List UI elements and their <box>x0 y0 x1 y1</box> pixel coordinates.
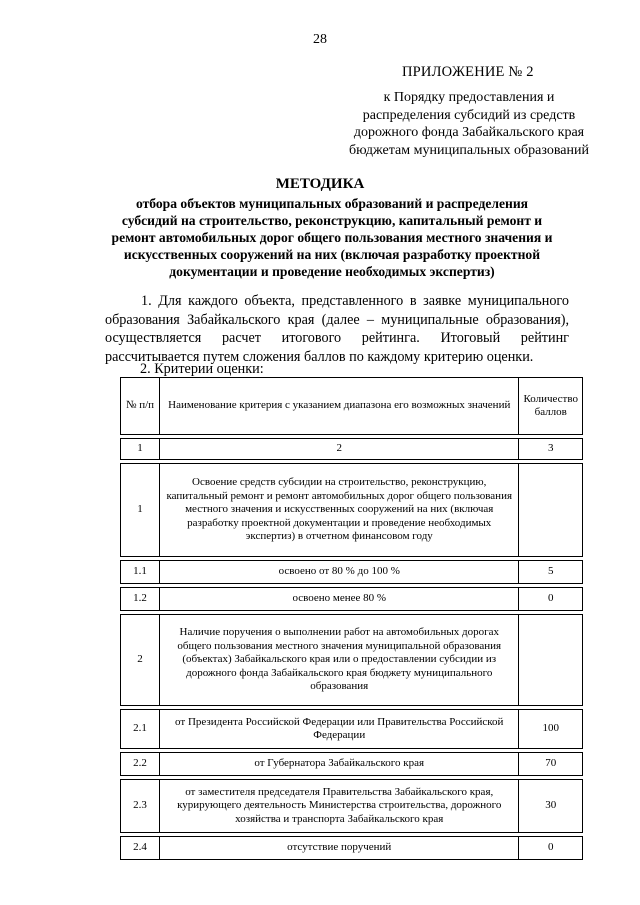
row-num: 2.4 <box>121 837 160 860</box>
row-num: 1.2 <box>121 588 160 611</box>
row-name: от заместителя председателя Правительства Забайкальского края, курирующего деятельность Министерства строительства, дорожного хозяйства и транспорта Забайкальского края <box>160 780 519 833</box>
header-num: № п/п <box>121 378 160 435</box>
row-name: от Губернатора Забайкальского края <box>160 753 519 776</box>
table-row <box>121 837 583 860</box>
row-points: 30 <box>519 780 583 833</box>
col-number-1: 1 <box>121 439 160 460</box>
table-row <box>121 710 583 749</box>
row-num: 1 <box>121 464 160 557</box>
appendix-subtitle: к Порядку предоставления и распределения субсидий из средств дорожного фонда Забайкальского края бюджетам муниципальных образований <box>349 90 589 158</box>
row-num: 2.3 <box>121 780 160 833</box>
row-points <box>519 615 583 706</box>
col-number-2: 2 <box>160 439 519 460</box>
row-name: от Президента Российской Федерации или Правительства Российской Федерации <box>160 710 519 749</box>
row-name: Освоение средств субсидии на строительство, реконструкцию, капитальный ремонт и ремонт автомобильных дорог общего пользования местного значения и искусственных сооружений на них (включая разработку проектной документации и проведение необходимых экспертиз) в отчетном финансовом году <box>160 464 519 557</box>
row-points <box>519 464 583 557</box>
col-number-3: 3 <box>519 439 583 460</box>
table-row <box>121 561 583 584</box>
row-points: 70 <box>519 753 583 776</box>
method-title: МЕТОДИКА <box>275 176 365 192</box>
row-name: освоено менее 80 % <box>160 588 519 611</box>
row-name: Наличие поручения о выполнении работ на автомобильных дорогах общего пользования местного значения муниципальной образования (объектах) Забайкальского края или о предоставлении субсидии из дорожного фонда Забайкальского края бюджету муниципального образования <box>160 615 519 706</box>
row-name: освоено от 80 % до 100 % <box>160 561 519 584</box>
row-name: отсутствие поручений <box>160 837 519 860</box>
method-subtitle: отбора объектов муниципальных образований и распределения субсидий на строительство, реконструкцию, капитальный ремонт и ремонт автомобильных дорог общего пользования местного значения и искусственных сооружений на них (включая разработку проектной документации и проведение необходимых экспертиз) <box>111 196 553 279</box>
row-num: 2.2 <box>121 753 160 776</box>
row-num: 2 <box>121 615 160 706</box>
table-header-row <box>121 378 583 435</box>
row-points: 5 <box>519 561 583 584</box>
row-num: 2.1 <box>121 710 160 749</box>
table-row <box>121 780 583 833</box>
row-points: 100 <box>519 710 583 749</box>
paragraph-1: 1. Для каждого объекта, представленного в заявке муниципального образования Забайкальского края (далее – муниципальные образования), осуществляется расчет итогового рейтинга. Итоговый рейтинг рассчитывается путем сложения баллов по каждому критерию оценки. <box>105 293 569 365</box>
table-row <box>121 588 583 611</box>
row-points: 0 <box>519 837 583 860</box>
row-num: 1.1 <box>121 561 160 584</box>
criteria-table <box>120 377 583 860</box>
appendix-title: ПРИЛОЖЕНИЕ № 2 <box>402 64 534 80</box>
criteria-label: 2. Критерии оценки: <box>140 361 264 377</box>
header-points: Количество баллов <box>519 378 583 435</box>
page-number: 28 <box>313 32 327 47</box>
header-name: Наименование критерия с указанием диапазона его возможных значений <box>160 378 519 435</box>
table-row <box>121 464 583 557</box>
table-row <box>121 615 583 706</box>
table-row <box>121 753 583 776</box>
column-number-row <box>121 439 583 460</box>
row-points: 0 <box>519 588 583 611</box>
